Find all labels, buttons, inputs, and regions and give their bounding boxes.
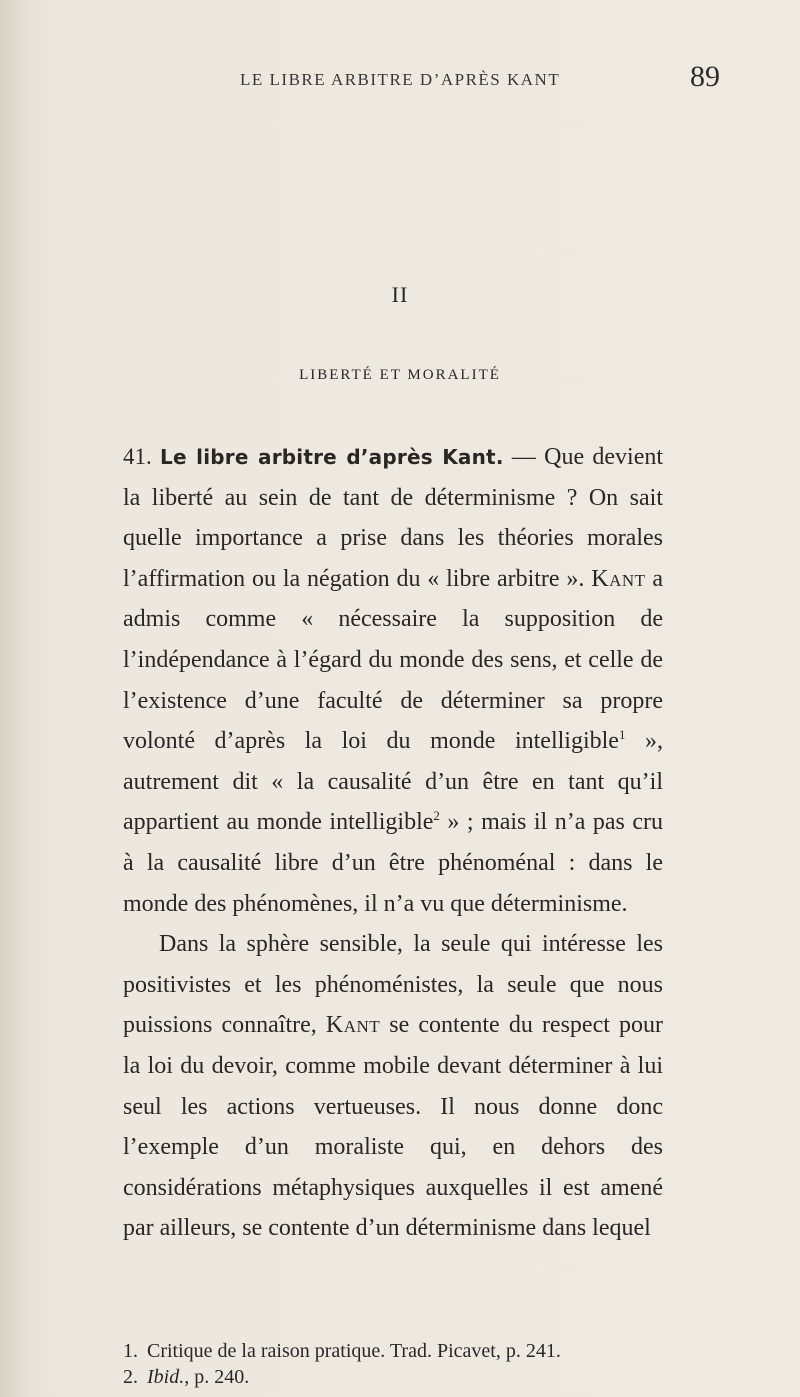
paragraph-1-text-a: — Que devient la liberté au sein de tant de déterminisme ? On sait quelle importance a prise dans les théories morales l’affirmation ou la négation du « libre arbitre ». bbox=[123, 444, 664, 592]
footnotes bbox=[123, 1338, 683, 1390]
footnote-number: 1. bbox=[123, 1340, 138, 1362]
section-number: 41. bbox=[123, 444, 152, 469]
footnote-text: , p. 240. bbox=[184, 1366, 250, 1388]
section-title: Le libre arbitre d’après Kant. bbox=[160, 445, 504, 469]
footnote-number: 2. bbox=[123, 1366, 138, 1388]
running-head: LE LIBRE ARBITRE D’APRÈS KANT bbox=[240, 70, 561, 89]
footnote-text: Critique de la raison pratique. Trad. Picavet, p. 241. bbox=[147, 1340, 561, 1362]
paragraph-1-text-b: a admis comme « nécessaire la supposition de l’indépendance à l’égard du monde des sens, et celle de l’existence d’une faculté de déterminer sa propre volonté d’après la loi du monde intelligible bbox=[123, 565, 663, 755]
footnote-ibid: Ibid. bbox=[147, 1366, 185, 1388]
footnote-ref-2[interactable]: 2 bbox=[433, 808, 440, 824]
paragraph-2-text-a: Dans la sphère sensible, la seule qui intéresse les positivistes et les phénoménistes, la seule que nous puissions connaître, bbox=[123, 931, 663, 1039]
chapter-title: LIBERTÉ ET MORALITÉ bbox=[299, 367, 501, 383]
paragraph-2 bbox=[123, 924, 663, 1249]
chapter-numeral: II bbox=[391, 282, 409, 307]
body-text bbox=[123, 437, 663, 1249]
paragraph-2-text-b: se contente du respect pour la loi du devoir, comme mobile devant déterminer à lui seul les actions vertueuses. Il nous donne donc l’exemple d’un moraliste qui, en dehors des considérations métaphysiques auxquelles il est amené par ailleurs, se contente d’un déterminisme dans lequel bbox=[123, 1012, 664, 1242]
paragraph-1 bbox=[123, 437, 663, 924]
paragraph-1-text-c: », autrement dit « la causalité d’un être en tant qu’il appartient au monde intelligible bbox=[123, 728, 663, 836]
paragraph-1-text-d: » ; mais il n’a pas cru à la causalité libre d’un être phénoménal : dans le monde des phénomènes, il n’a vu que déterminisme. bbox=[123, 809, 663, 917]
footnote-1 bbox=[123, 1338, 683, 1364]
author-name-kant-2: Kant bbox=[325, 1012, 381, 1039]
page-number: 89 bbox=[690, 60, 720, 93]
footnote-2 bbox=[123, 1364, 683, 1390]
footnote-ref-1[interactable]: 1 bbox=[618, 727, 626, 743]
author-name-kant: Kant bbox=[591, 565, 646, 592]
